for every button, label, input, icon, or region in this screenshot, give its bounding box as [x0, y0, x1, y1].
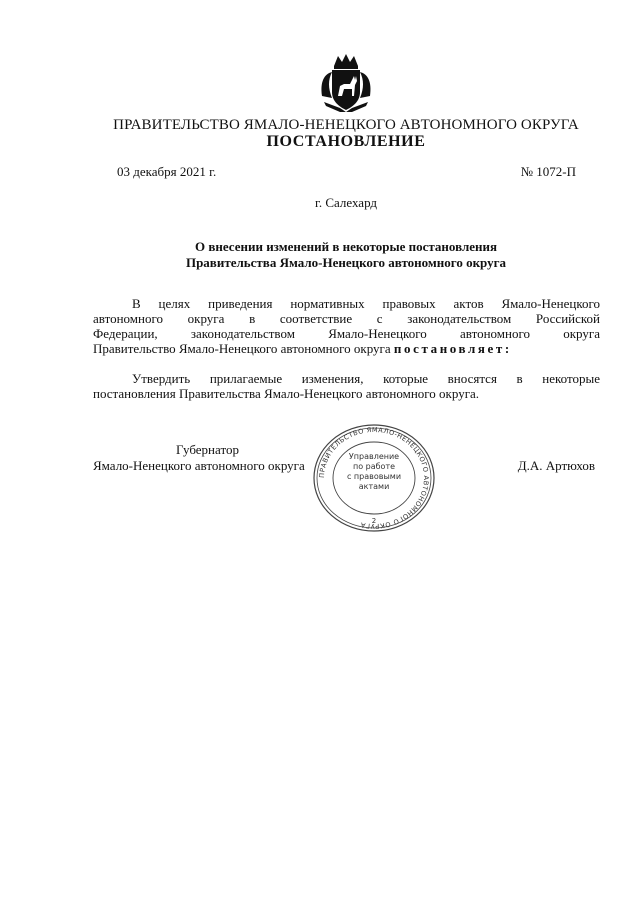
paragraph-line: Федерации, законодательством Ямало-Ненецкого автономного округа [93, 326, 600, 341]
title-line: Правительства Ямало-Ненецкого автономного округа [185, 255, 507, 270]
coat-of-arms-icon [318, 52, 374, 114]
stamp-number: 2 [371, 517, 377, 525]
document-title [90, 239, 602, 271]
paragraph-line [93, 341, 600, 356]
resolution-verb: постановляет: [393, 341, 512, 356]
document-number: № 1072-П [520, 164, 576, 179]
stamp-line: с правовыми [346, 472, 402, 481]
title-line: О внесении изменений в некоторые постановления [194, 239, 498, 254]
paragraph-resolution [93, 371, 600, 401]
document-type: ПОСТАНОВЛЕНИЕ [266, 133, 426, 150]
stamp-inner-text [326, 452, 422, 492]
signatory-title: Губернатор [176, 442, 239, 457]
paragraph-line-text: Правительство Ямало-Ненецкого автономного округа [93, 341, 391, 356]
paragraph-line: Утвердить прилагаемые изменения, которые вносятся в некоторые [132, 371, 600, 386]
signatory-organization: Ямало-Ненецкого автономного округа [93, 458, 305, 473]
paragraph-line: В целях приведения нормативных правовых актов Ямало-Ненецкого [132, 296, 600, 311]
stamp-line: актами [358, 482, 390, 491]
organization-name: ПРАВИТЕЛЬСТВО ЯМАЛО-НЕНЕЦКОГО АВТОНОМНОГО ОКРУГА [113, 117, 579, 133]
signatory-name: Д.А. Артюхов [517, 458, 595, 473]
stamp-outer-text: ПРАВИТЕЛЬСТВО ЯМАЛО-НЕНЕЦКОГО АВТОНОМНОГО ОКРУГА [317, 425, 431, 531]
stamp-line: Управление [348, 452, 400, 461]
paragraph-preamble [93, 296, 600, 356]
stamp-line: по работе [352, 462, 396, 471]
document-city: г. Салехард [314, 195, 378, 210]
paragraph-line: постановления Правительства Ямало-Ненецкого автономного округа. [93, 386, 480, 401]
paragraph-line: автономного округа в соответствие с законодательством Российской [93, 311, 600, 326]
document-date: 03 декабря 2021 г. [117, 164, 217, 179]
